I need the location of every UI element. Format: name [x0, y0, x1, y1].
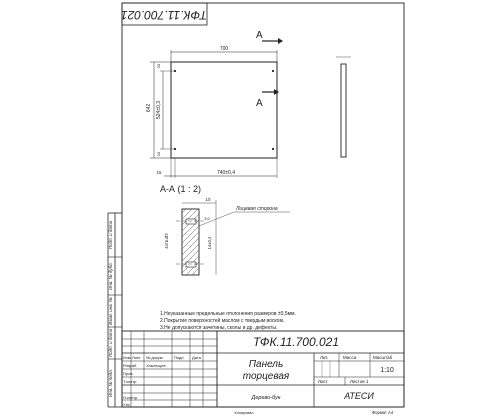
svg-text:Лист: Лист [318, 379, 328, 384]
svg-text:Хомльщев: Хомльщев [146, 363, 166, 368]
svg-text:№ докум.: № докум. [146, 355, 164, 360]
main-view [146, 30, 351, 178]
svg-text:Масштаб: Масштаб [373, 355, 393, 360]
panel-outline [171, 62, 277, 158]
note-line: 2.Покрытие поверхностей маслом с твердым воском. [160, 318, 285, 324]
title-block-text [123, 335, 394, 415]
side-strip-label: Подп. и дата [108, 328, 113, 358]
section-view [160, 184, 290, 275]
company: АТЕСИ [344, 391, 374, 401]
section-mark-bottom [256, 89, 279, 109]
svg-text:Масса: Масса [343, 355, 357, 360]
note-line: 3.Не допускаются зачетины, сколы и др. дефекты. [160, 325, 278, 331]
part-name: торцевая [242, 371, 290, 382]
svg-text:Подп.: Подп. [174, 355, 185, 360]
side-strip [108, 213, 122, 407]
dim-bottom-offset: 15 [156, 170, 162, 175]
stamp-box [121, 3, 207, 25]
svg-text:Утв.: Утв. [123, 402, 131, 407]
scale-value: 1:10 [380, 367, 394, 374]
svg-text:Разраб.: Разраб. [123, 363, 138, 368]
svg-text:Изм.: Изм. [123, 355, 132, 360]
svg-text:Дата: Дата [192, 355, 201, 360]
side-view [341, 64, 346, 157]
hole-marker [272, 70, 274, 72]
svg-text:А: А [256, 98, 263, 109]
svg-text:Лист: Лист [132, 355, 141, 360]
svg-text:Листов 1: Листов 1 [350, 379, 369, 384]
svg-text:Пров.: Пров. [123, 371, 134, 376]
dim-height-left: 642 [146, 103, 152, 113]
copy-label: Копировал [234, 411, 254, 415]
dim-section-hole: 4отв.Ø2 [164, 233, 169, 249]
dim-bottom-width: 740±0,4 [216, 170, 236, 176]
hole-marker [272, 148, 274, 150]
side-strip-label: Взам. инв. № [108, 297, 113, 325]
dim-offset-bottom: 20 [156, 151, 161, 157]
svg-text:Лит.: Лит. [320, 355, 329, 360]
part-name: Панель [248, 359, 284, 370]
material: Дерево-бук [251, 395, 281, 401]
svg-text:Н.контр.: Н.контр. [123, 395, 139, 400]
side-strip-label: Подп. и дата [108, 220, 113, 250]
face-side-label: Лицевая сторона [236, 206, 278, 212]
dim-width-top: 700 [219, 46, 229, 52]
section-title: А-А (1 : 2) [160, 184, 202, 194]
svg-text:А: А [256, 30, 263, 41]
title-code: ТФК.11.700.021 [252, 335, 340, 349]
note-line: 1.Неуказанные предельные отклонения размеров ±0,5мм. [160, 311, 296, 317]
dim-section-height: 14±0,4 [207, 236, 212, 250]
stamp-code: ТФК.11.700.021 [120, 7, 208, 22]
dim-height-inner: 524±0,3 [156, 100, 162, 120]
dim-offset-top: 20 [156, 63, 161, 69]
side-strip-label: Инв. № подл. [108, 369, 113, 397]
side-strip-label: Инв. № дубл. [108, 262, 113, 290]
svg-text:Т.контр.: Т.контр. [123, 379, 138, 384]
dim-section-depth: 3,0 [204, 216, 210, 221]
dim-section-width: 10 [205, 197, 211, 202]
section-mark-top [256, 30, 283, 44]
technical-notes [160, 311, 296, 331]
format-label: Формат А4 [372, 410, 394, 415]
